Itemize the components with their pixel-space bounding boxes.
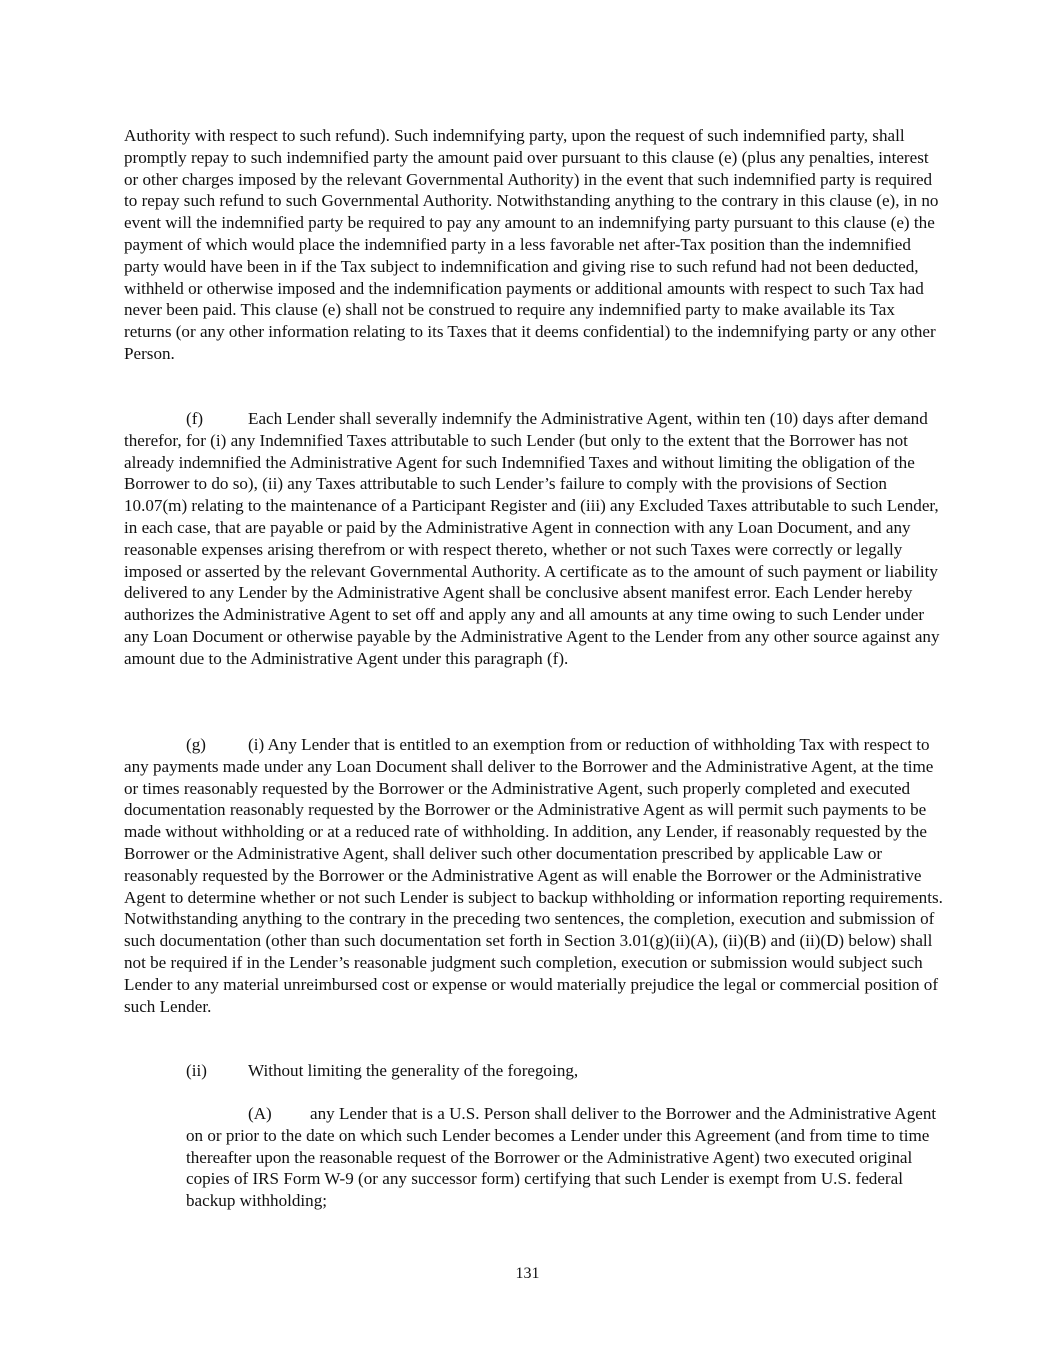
paragraph-g-ii-A-label: (A) (248, 1104, 272, 1123)
paragraph-g-ii (186, 1060, 946, 1082)
paragraph-g-ii-A (186, 1103, 946, 1212)
paragraph-g (124, 734, 946, 1017)
paragraph-g-text: (i) Any Lender that is entitled to an exemption from or reduction of withholding Tax with respect to any payments made under any Loan Document shall deliver to the Borrower and the Administrative Agent, at the time or times reasonably requested by the Borrower or the Administrative Agent, such properly completed and executed documentation reasonably requested by the Borrower or the Administrative Agent as will permit such payments to be made without withholding or at a reduced rate of withholding. In addition, any Lender, if reasonably requested by the Borrower or the Administrative Agent, shall deliver such other documentation prescribed by applicable Law or reasonably requested by the Borrower or the Administrative Agent as will enable the Borrower or the Administrative Agent to determine whether or not such Lender is subject to backup withholding or information reporting requirements. Notwithstanding anything to the contrary in the preceding two sentences, the completion, execution and submission of such documentation (other than such documentation set forth in Section 3.01(g)(ii)(A), (ii)(B) and (ii)(D) below) shall not be required if in the Lender’s reasonable judgment such completion, execution or submission would subject such Lender to any material unreimbursed cost or expense or would materially prejudice the legal or commercial position of such Lender. (124, 735, 943, 1016)
paragraph-f (124, 408, 946, 670)
paragraph-f-text: Each Lender shall severally indemnify the Administrative Agent, within ten (10) days after demand therefor, for (i) any Indemnified Taxes attributable to such Lender (but only to the extent that the Borrower has not already indemnified the Administrative Agent for such Indemnified Taxes and without limiting the obligation of the Borrower to do so), (ii) any Taxes attributable to such Lender’s failure to comply with the provisions of Section 10.07(m) relating to the maintenance of a Participant Register and (iii) any Excluded Taxes attributable to such Lender, in each case, that are payable or paid by the Administrative Agent in connection with any Loan Document, and any reasonable expenses arising therefrom or with respect thereto, whether or not such Taxes were correctly or legally imposed or asserted by the relevant Governmental Authority. A certificate as to the amount of such payment or liability delivered to any Lender by the Administrative Agent shall be conclusive absent manifest error. Each Lender hereby authorizes the Administrative Agent to set off and apply any and all amounts at any time owing to such Lender under any Loan Document or otherwise payable by the Administrative Agent to the Lender from any other source against any amount due to the Administrative Agent under this paragraph (f). (124, 409, 940, 668)
page-number: 131 (515, 1265, 540, 1282)
paragraph-g-ii-A-text: any Lender that is a U.S. Person shall deliver to the Borrower and the Administrative Agent on or prior to the date on which such Lender becomes a Lender under this Agreement (and from time to time thereafter upon the reasonable request of the Borrower or the Administrative Agent) two executed original copies of IRS Form W-9 (or any successor form) certifying that such Lender is exempt from U.S. federal backup withholding; (186, 1104, 937, 1211)
paragraph-g-label: (g) (186, 735, 206, 754)
paragraph-g-ii-text: Without limiting the generality of the foregoing, (248, 1061, 579, 1080)
paragraph-e-continuation: Authority with respect to such refund). Such indemnifying party, upon the request of such indemnified party, shall promptly repay to such indemnified party the amount paid over pursuant to this clause (e) (plus any penalties, interest or other charges imposed by the relevant Governmental Authority) in the event that such indemnified party is required to repay such refund to such Governmental Authority. Notwithstanding anything to the contrary in this clause (e), in no event will the indemnified party be required to pay any amount to an indemnifying party pursuant to this clause (e) the payment of which would place the indemnified party in a less favorable net after-Tax position than the indemnified party would have been in if the Tax subject to indemnification and giving rise to such refund had not been deducted, withheld or otherwise imposed and the indemnification payments or additional amounts with respect to such Tax had never been paid. This clause (e) shall not be construed to require any indemnified party to make available its Tax returns (or any other information relating to its Taxes that it deems confidential) to the indemnifying party or any other Person. (124, 126, 939, 363)
paragraph-f-label: (f) (186, 409, 204, 428)
paragraph-g-ii-label: (ii) (186, 1061, 207, 1080)
